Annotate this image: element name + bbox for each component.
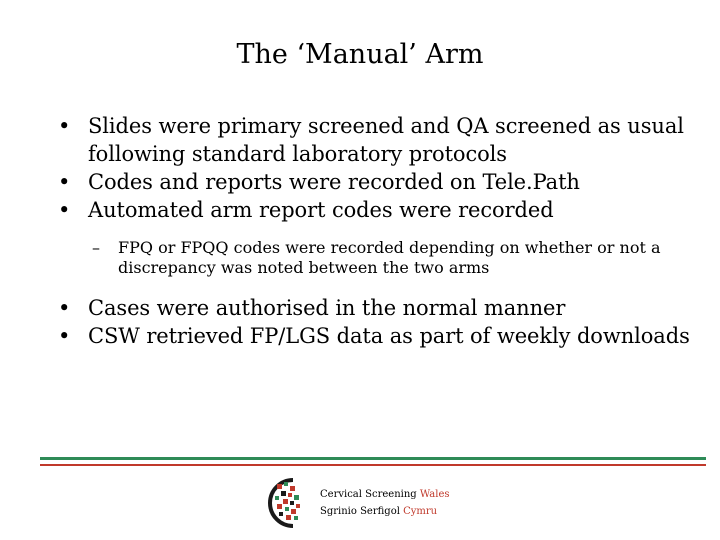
logo-text-cymru: Cymru bbox=[403, 506, 438, 517]
cervical-screening-wales-emblem-icon bbox=[263, 474, 317, 532]
bullet-item bbox=[56, 112, 696, 168]
bullet-text: Slides were primary screened and QA screened as usual following standard laboratory protocols bbox=[88, 114, 684, 166]
bullet-text: Codes and reports were recorded on Tele.Path bbox=[88, 170, 580, 194]
bullet-text: Automated arm report codes were recorded bbox=[88, 198, 554, 222]
bullet-text: Cases were authorised in the normal manner bbox=[88, 296, 566, 320]
footer-logo bbox=[263, 474, 453, 532]
sub-bullet-item bbox=[56, 238, 696, 278]
bullet-icon: • bbox=[58, 114, 71, 138]
bullet-item bbox=[56, 196, 696, 224]
logo-text-welsh: Sgrinio Serfigol bbox=[320, 506, 400, 517]
logo-text-english: Cervical Screening bbox=[320, 489, 417, 500]
sub-bullet-text: FPQ or FPQQ codes were recorded depending on whether or not a discrepancy was noted between the two arms bbox=[118, 238, 661, 277]
bullet-icon: • bbox=[58, 170, 71, 194]
footer-rule-red bbox=[40, 464, 706, 466]
bullet-icon: • bbox=[58, 198, 71, 222]
logo-line-english bbox=[320, 486, 450, 503]
bullet-item bbox=[56, 322, 696, 350]
footer-rule-green bbox=[40, 457, 706, 460]
bullet-icon: • bbox=[58, 296, 71, 320]
logo-text-wales: Wales bbox=[419, 489, 450, 500]
bullet-item bbox=[56, 168, 696, 196]
bullet-list bbox=[56, 112, 696, 350]
logo-wordmark bbox=[320, 486, 450, 520]
slide-title: The ‘Manual’ Arm bbox=[236, 39, 484, 70]
bullet-item bbox=[56, 294, 696, 322]
dash-icon: – bbox=[92, 238, 100, 257]
bullet-text: CSW retrieved FP/LGS data as part of weekly downloads bbox=[88, 324, 690, 348]
logo-line-welsh bbox=[320, 503, 450, 520]
bullet-icon: • bbox=[58, 324, 71, 348]
